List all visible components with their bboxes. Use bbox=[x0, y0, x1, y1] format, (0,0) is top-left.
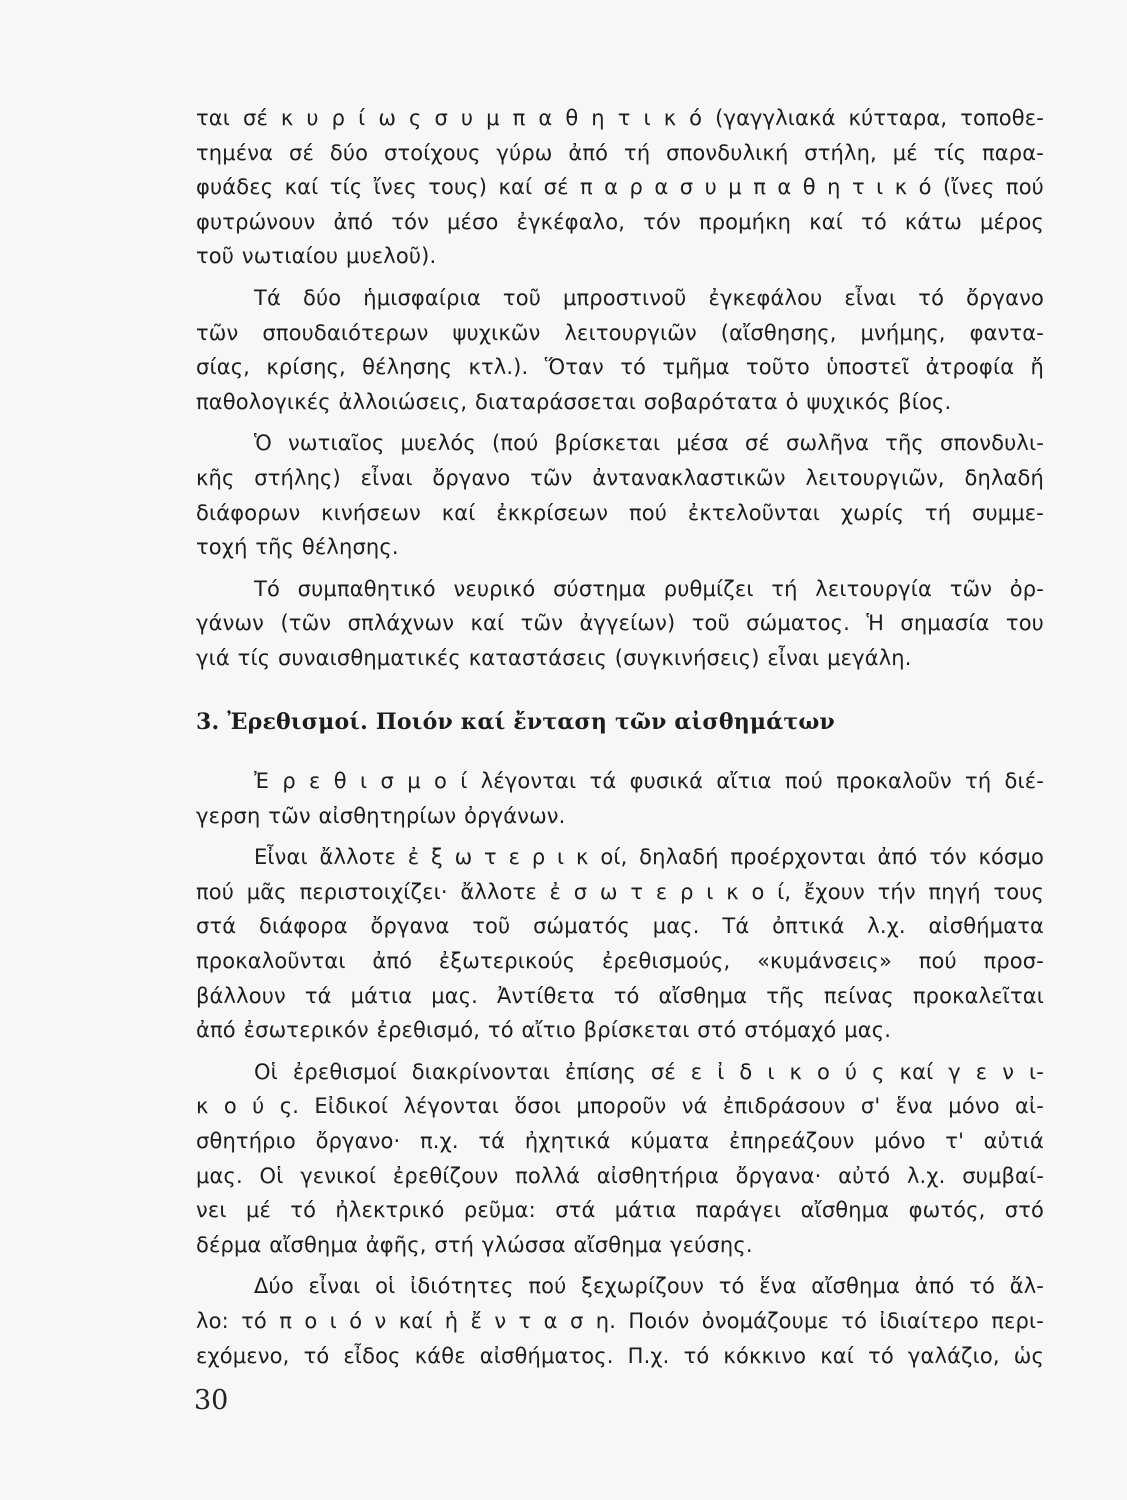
text-line: προκαλοῦνται ἀπό ἐξωτερικούς ἐρεθισμούς, «κυμάνσεις» πού προσ- bbox=[196, 948, 1044, 973]
text-line: τημένα σέ δύο στοίχους γύρω ἀπό τή σπονδυλική στήλη, μέ τίς παρα- bbox=[196, 140, 1044, 165]
paragraph bbox=[196, 1269, 1044, 1373]
text-line: στά διάφορα ὄργανα τοῦ σώματός μας. Τά ὀπτικά λ.χ. αἰσθήματα bbox=[196, 914, 1044, 939]
text-line: νει μέ τό ἠλεκτρικό ρεῦμα: στά μάτια παράγει αἴσθημα φωτός, στό bbox=[196, 1198, 1044, 1223]
text-line: Ἐ ρ ε θ ι σ μ ο ί λέγονται τά φυσικά αἴτια πού προκαλοῦν τή διέ- bbox=[254, 769, 1044, 793]
page-number: 30 bbox=[194, 1385, 229, 1416]
text-line: τῶν σπουδαιότερων ψυχικῶν λειτουργιῶν (αἴσθησης, μνήμης, φαντα- bbox=[196, 320, 1044, 345]
text-line: σίας, κρίσης, θέλησης κτλ.). Ὅταν τό τμῆμα τοῦτο ὑποστεῖ ἀτροφία ἤ bbox=[196, 355, 1044, 380]
text-line: εχόμενο, τό εἶδος κάθε αἰσθήματος. Π.χ. τό κόκκινο καί τό γαλάζιο, ὡς bbox=[196, 1343, 1044, 1368]
text-line: γάνων (τῶν σπλάχνων καί τῶν ἀγγείων) τοῦ σώματος. Ἡ σημασία του bbox=[196, 611, 1044, 636]
text-line: παθολογικές ἀλλοιώσεις, διαταράσσεται σοβαρότατα ὁ ψυχικός βίος. bbox=[196, 389, 952, 414]
text-line: λο: τό π ο ι ό ν καί ἡ ἔ ν τ α σ η. Ποιόν ὀνομάζουμε τό ἰδιαίτερο περι- bbox=[196, 1308, 1044, 1333]
text-line: τοχή τῆς θέλησης. bbox=[196, 535, 399, 560]
text-line: βάλλουν τά μάτια μας. Ἀντίθετα τό αἴσθημα τῆς πείνας προκαλεῖται bbox=[196, 983, 1044, 1008]
text-line: δέρμα αἴσθημα ἀφῆς, στή γλώσσα αἴσθημα γεύσης. bbox=[196, 1232, 753, 1257]
section-heading: 3. Ἐρεθισμοί. Ποιόν καί ἔνταση τῶν αἰσθημάτων bbox=[196, 709, 835, 735]
paragraph bbox=[196, 101, 1044, 274]
text-line: Εἶναι ἄλλοτε ἐ ξ ω τ ε ρ ι κ οί, δηλαδή προέρχονται ἀπό τόν κόσμο bbox=[254, 845, 1044, 870]
text-line: διάφορων κινήσεων καί ἐκκρίσεων πού ἐκτελοῦνται χωρίς τή συμμε- bbox=[196, 500, 1044, 525]
paragraph bbox=[196, 840, 1044, 1048]
paragraph bbox=[196, 426, 1044, 564]
text-line: πού μᾶς περιστοιχίζει· ἄλλοτε ἐ σ ω τ ε ρ ι κ ο ί, ἔχουν τήν πηγή τους bbox=[196, 879, 1044, 904]
text-line: γιά τίς συναισθηματικές καταστάσεις (συγκινήσεις) εἶναι μεγάλη. bbox=[196, 645, 912, 670]
text-line: γερση τῶν αἰσθητηρίων ὀργάνων. bbox=[196, 803, 566, 828]
text-line: τοῦ νωτιαίου μυελοῦ). bbox=[196, 244, 437, 269]
text-line: φυτρώνουν ἀπό τόν μέσο ἐγκέφαλο, τόν προμήκη καί τό κάτω μέρος bbox=[196, 209, 1044, 234]
paragraph bbox=[196, 572, 1044, 676]
text-line: ται σέ κ υ ρ ί ω ς σ υ μ π α θ η τ ι κ ό (γαγγλιακά κύτταρα, τοποθε- bbox=[196, 106, 1044, 130]
body-text-top bbox=[196, 101, 1044, 676]
body-text-section bbox=[196, 764, 1044, 1373]
paragraph bbox=[196, 764, 1044, 833]
text-line: μας. Οἱ γενικοί ἐρεθίζουν πολλά αἰσθητήρια ὄργανα· αὐτό λ.χ. συμβαί- bbox=[196, 1163, 1044, 1188]
paragraph bbox=[196, 281, 1044, 419]
text-line: κῆς στήλης) εἶναι ὄργανο τῶν ἀντανακλαστικῶν λειτουργιῶν, δηλαδή bbox=[196, 465, 1044, 490]
text-line: Τά δύο ἡμισφαίρια τοῦ μπροστινοῦ ἐγκεφάλου εἶναι τό ὄργανο bbox=[254, 285, 1044, 310]
paragraph bbox=[196, 1055, 1044, 1263]
text-line: σθητήριο ὄργανο· π.χ. τά ἠχητικά κύματα ἐπηρεάζουν μόνο τ' αὐτιά bbox=[196, 1128, 1044, 1153]
text-line: Ὁ νωτιαῖος μυελός (πού βρίσκεται μέσα σέ σωλῆνα τῆς σπονδυλι- bbox=[254, 431, 1044, 456]
text-line: Δύο εἶναι οἱ ἰδιότητες πού ξεχωρίζουν τό ἕνα αἴσθημα ἀπό τό ἄλ- bbox=[254, 1274, 1044, 1299]
text-line: Τό συμπαθητικό νευρικό σύστημα ρυθμίζει τή λειτουργία τῶν ὀρ- bbox=[254, 576, 1044, 601]
text-line: φυάδες καί τίς ἴνες τους) καί σέ π α ρ α σ υ μ π α θ η τ ι κ ό (ἴνες πού bbox=[196, 175, 1044, 200]
text-line: ἀπό ἐσωτερικόν ἐρεθισμό, τό αἴτιο βρίσκεται στό στόμαχό μας. bbox=[196, 1018, 892, 1043]
text-line: Οἱ ἐρεθισμοί διακρίνονται ἐπίσης σέ ε ἰ δ ι κ ο ύ ς καί γ ε ν ι- bbox=[254, 1059, 1044, 1084]
text-line: κ ο ύ ς. Εἰδικοί λέγονται ὅσοι μποροῦν νά ἐπιδράσουν σ' ἕνα μόνο αἰ- bbox=[196, 1094, 1044, 1119]
